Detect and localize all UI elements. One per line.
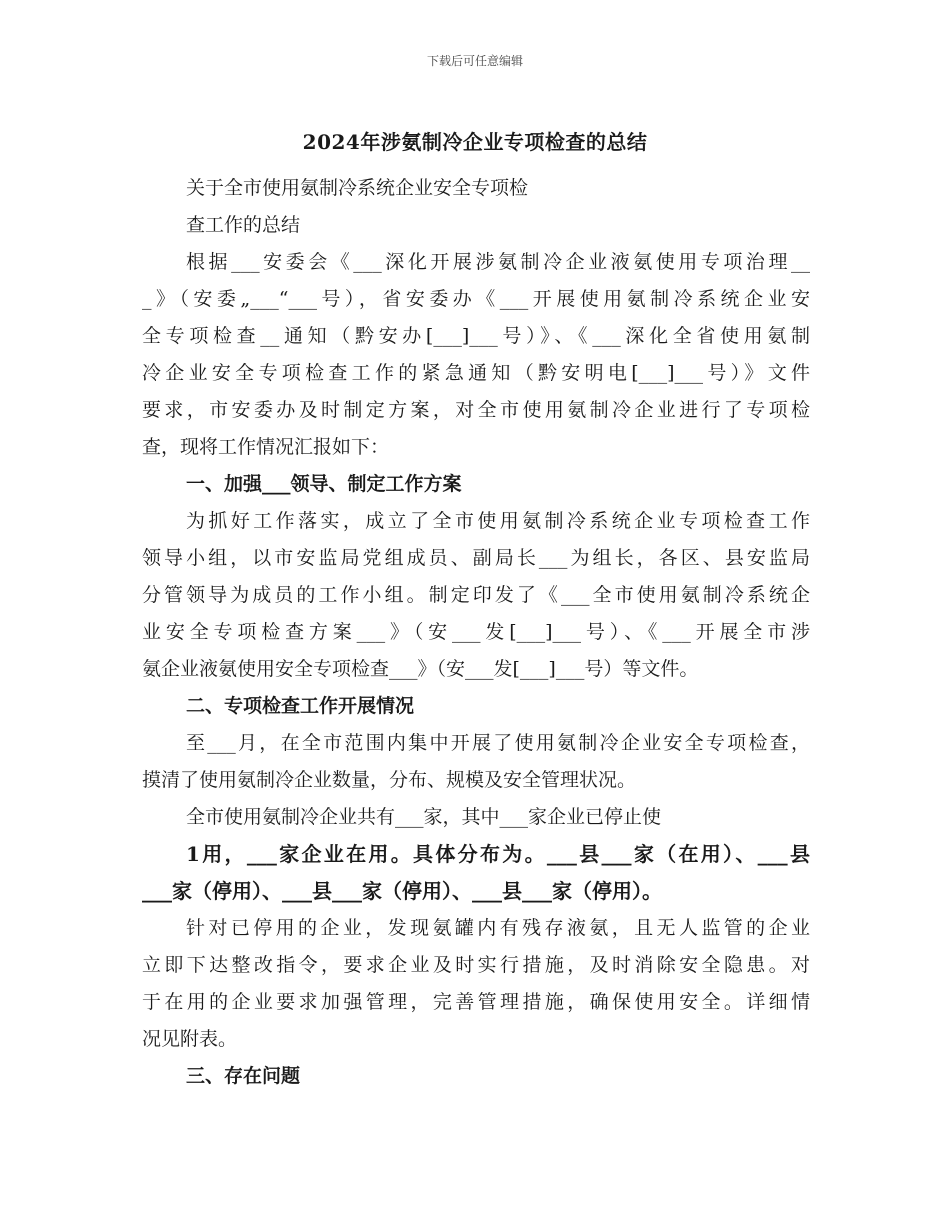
paragraph-line: 业安全专项检查方案___》（安___发[___]___号）、《___开展全市涉 xyxy=(142,621,810,643)
paragraph-line: 为抓好工作落实，成立了全市使用氨制冷系统企业专项检查工作 xyxy=(186,510,810,532)
section-heading-line: 三、存在问题 xyxy=(186,1065,301,1087)
document-title: 2024年涉氨制冷企业专项检查的总结 xyxy=(302,130,648,154)
paragraph-line: 根据___安委会《___深化开展涉氨制冷企业液氨使用专项治理__ xyxy=(186,251,810,273)
section-heading-line: 一、加强___领导、制定工作方案 xyxy=(186,473,462,495)
document-body xyxy=(142,170,810,1095)
section-heading-line: ___家（停用）、___县___家（停用）、___县___家（停用）。 xyxy=(142,879,662,903)
paragraph-line: 要求，市安委办及时制定方案，对全市使用氨制冷企业进行了专项检 xyxy=(142,399,810,421)
paragraph-line: 分管领导为成员的工作小组。制定印发了《___全市使用氨制冷系统企 xyxy=(142,584,810,606)
paragraph-line: 领导小组，以市安监局党组成员、副局长___为组长，各区、县安监局 xyxy=(142,547,810,569)
paragraph-line: 查工作的总结 xyxy=(186,214,301,236)
paragraph-line: 关于全市使用氨制冷系统企业安全专项检 xyxy=(186,177,529,199)
paragraph-line: 况见附表。 xyxy=(142,1028,238,1050)
section-heading-line: 二、专项检查工作开展情况 xyxy=(186,695,415,717)
section-heading-line: 1用，___家企业在用。具体分布为。___县___家（在用）、___县 xyxy=(186,842,810,866)
paragraph-line: 立即下达整改指令，要求企业及时实行措施，及时消除安全隐患。对 xyxy=(142,954,810,976)
paragraph-line: 全市使用氨制冷企业共有___家，其中___家企业已停止使 xyxy=(186,806,662,828)
paragraph-line: 氨企业液氨使用安全专项检查___》（安___发[___]___号）等文件。 xyxy=(142,658,699,680)
paragraph-line: 于在用的企业要求加强管理，完善管理措施，确保使用安全。详细情 xyxy=(142,991,810,1013)
paragraph-line: 冷企业安全专项检查工作的紧急通知（黔安明电[___]___号）》文件 xyxy=(142,362,810,384)
paragraph-line: 查，现将工作情况汇报如下： xyxy=(142,436,390,458)
header-note: 下载后可任意编辑 xyxy=(426,54,523,68)
paragraph-line: _》（安委„___“___号），省安委办《___开展使用氨制冷系统企业安 xyxy=(142,288,810,310)
paragraph-line: 至___月，在全市范围内集中开展了使用氨制冷企业安全专项检查， xyxy=(186,732,810,754)
paragraph-line: 针对已停用的企业，发现氨罐内有残存液氨，且无人监管的企业 xyxy=(186,917,810,939)
paragraph-line: 全专项检查__通知（黔安办[___]___号）》、《___深化全省使用氨制 xyxy=(142,325,810,347)
paragraph-line: 摸清了使用氨制冷企业数量，分布、规模及安全管理状况。 xyxy=(142,769,637,791)
